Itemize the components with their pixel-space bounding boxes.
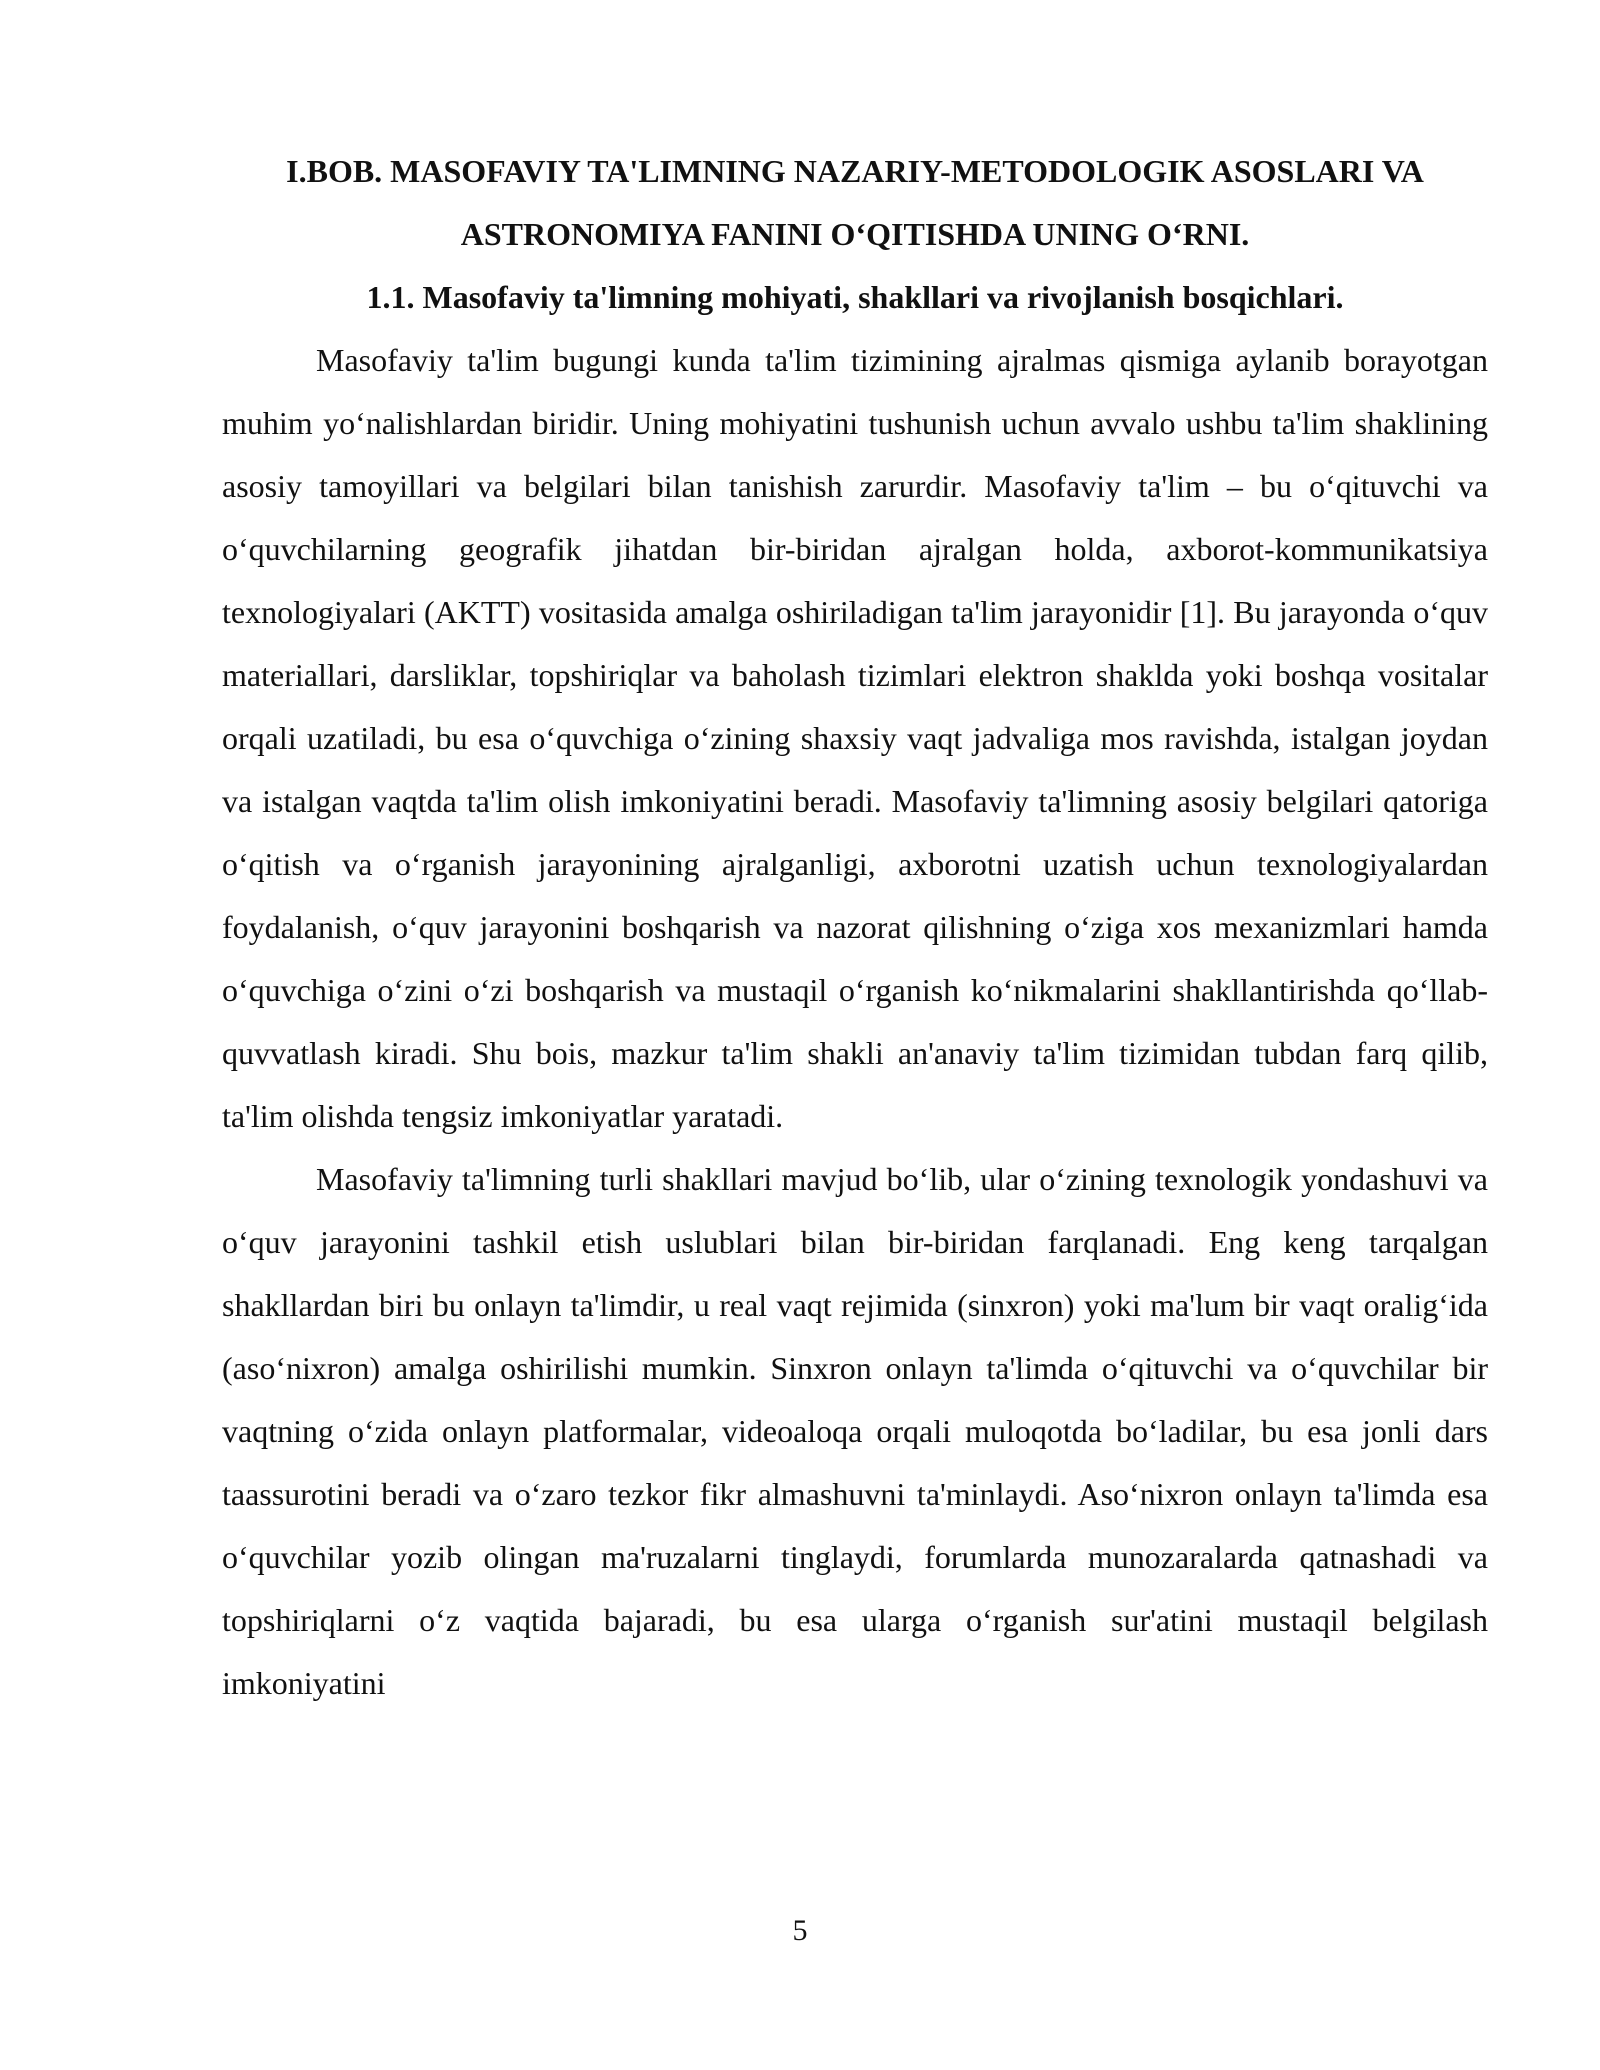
paragraph-1: Masofaviy ta'lim bugungi kunda ta'lim tizimining ajralmas qismiga aylanib borayotgan muhim yo‘nalishlardan biridir. Uning mohiyatini tushunish uchun avvalo ushbu ta'lim shaklining asosiy tamoyillari va belgilari bilan tanishish zarurdir. Masofaviy ta'lim – bu o‘qituvchi va o‘quvchilarning geografik jihatdan bir-biridan ajralgan holda, axborot-kommunikatsiya texnologiyalari (AKTT) vositasida amalga oshiriladigan ta'lim jarayonidir [1]. Bu jarayonda o‘quv materiallari, darsliklar, topshiriqlar va baholash tizimlari elektron shaklda yoki boshqa vositalar orqali uzatiladi, bu esa o‘quvchiga o‘zining shaxsiy vaqt jadvaliga mos ravishda, istalgan joydan va istalgan vaqtda ta'lim olish imkoniyatini beradi. Masofaviy ta'limning asosiy belgilari qatoriga o‘qitish va o‘rganish jarayonining ajralganligi, axborotni uzatish uchun texnologiyalardan foydalanish, o‘quv jarayonini boshqarish va nazorat qilishning o‘ziga xos mexanizmlari hamda o‘quvchiga o‘zini o‘zi boshqarish va mustaqil o‘rganish ko‘nikmalarini shakllantirishda qo‘llab-quvvatlash kiradi. Shu bois, mazkur ta'lim shakli an'anaviy ta'lim tizimidan tubdan farq qilib, ta'lim olishda tengsiz imkoniyatlar yaratadi.: [222, 342, 1488, 1134]
page-number: 5: [792, 1914, 808, 1947]
paragraph-2: Masofaviy ta'limning turli shakllari mavjud bo‘lib, ular o‘zining texnologik yondashuvi va o‘quv jarayonini tashkil etish uslublari bilan bir-biridan farqlanadi. Eng keng tarqalgan shakllardan biri bu onlayn ta'limdir, u real vaqt rejimida (sinxron) yoki ma'lum bir vaqt oralig‘ida (aso‘nixron) amalga oshirilishi mumkin. Sinxron onlayn ta'limda o‘qituvchi va o‘quvchilar bir vaqtning o‘zida onlayn platformalar, videoaloqa orqali muloqotda bo‘ladilar, bu esa jonli dars taassurotini beradi va o‘zaro tezkor fikr almashuvni ta'minlaydi. Aso‘nixron onlayn ta'limda esa o‘quvchilar yozib olingan ma'ruzalarni tinglaydi, forumlarda munozaralarda qatnashadi va topshiriqlarni o‘z vaqtida bajaradi, bu esa ularga o‘rganish sur'atini mustaqil belgilash imkoniyatini: [222, 1161, 1488, 1701]
page-content: [222, 140, 1488, 1715]
chapter-title: I.BOB. MASOFAVIY TA'LIMNING NAZARIY-METODOLOGIK ASOSLARI VA ASTRONOMIYA FANINI O‘QITISHDA UNING O‘RNI.: [286, 153, 1424, 252]
section-title: 1.1. Masofaviy ta'limning mohiyati, shakllari va rivojlanish bosqichlari.: [366, 279, 1344, 315]
